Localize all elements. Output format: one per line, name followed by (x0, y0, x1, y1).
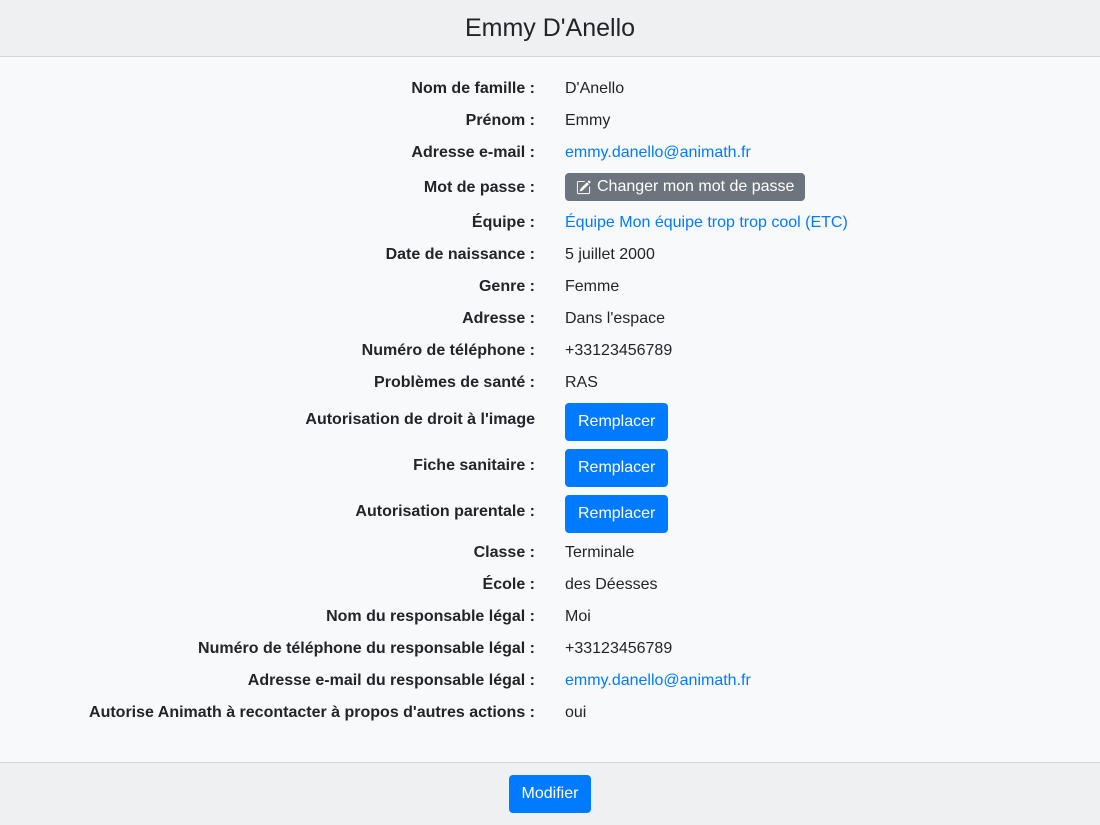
field-value-date-de-naissance: 5 juillet 2000 (565, 245, 655, 263)
field-value-cell-autorise-recontact (565, 701, 1080, 725)
field-label-genre: Genre : (478, 277, 535, 295)
field-value-cell-adresse (565, 307, 1080, 331)
field-label-date-de-naissance: Date de naissance : (385, 245, 535, 263)
profile-row-numero-de-telephone (20, 339, 1080, 363)
field-value-genre: Femme (565, 277, 620, 295)
field-value-cell-prenom (565, 109, 1080, 133)
field-label-fiche-sanitaire: Fiche sanitaire : (413, 456, 535, 474)
field-value-cell-mot-de-passe (565, 173, 1080, 203)
field-value-prenom: Emmy (565, 112, 611, 129)
field-label-prenom: Prénom : (465, 112, 535, 129)
field-value-cell-adresse-email-responsable-legal (565, 669, 1080, 693)
field-label-adresse-email-responsable-legal: Adresse e-mail du responsable légal : (247, 671, 535, 689)
field-value-cell-adresse-email (565, 141, 1080, 165)
field-value-nom-de-famille: D'Anello (565, 80, 625, 97)
field-value-cell-classe (565, 541, 1080, 565)
profile-row-adresse-email-responsable-legal (20, 669, 1080, 693)
replace-button-autorisation-droit-image[interactable]: Remplacer (565, 403, 668, 441)
profile-row-fiche-sanitaire (20, 449, 1080, 487)
profile-row-numero-telephone-responsable-legal (20, 637, 1080, 661)
field-value-cell-problemes-de-sante (565, 371, 1080, 395)
field-link-equipe[interactable]: Équipe Mon équipe trop trop cool (ETC) (565, 213, 848, 231)
field-value-adresse: Dans l'espace (565, 309, 665, 327)
field-value-cell-ecole (565, 573, 1080, 597)
change-password-button-label: Changer mon mot de passe (597, 178, 795, 195)
field-label-adresse: Adresse : (462, 309, 535, 327)
profile-row-autorise-recontact (20, 701, 1080, 725)
field-label-nom-de-famille: Nom de famille : (411, 80, 535, 97)
card-footer (0, 762, 1100, 825)
field-value-cell-genre (565, 275, 1080, 299)
field-value-cell-numero-de-telephone (565, 339, 1080, 363)
field-link-adresse-email-responsable-legal[interactable]: emmy.danello@animath.fr (565, 671, 751, 689)
field-value-numero-telephone-responsable-legal: +33123456789 (565, 639, 673, 657)
profile-row-genre (20, 275, 1080, 299)
profile-row-mot-de-passe (20, 173, 1080, 203)
profile-row-ecole (20, 573, 1080, 597)
field-value-classe: Terminale (565, 543, 635, 561)
field-label-autorisation-droit-image: Autorisation de droit à l'image (305, 410, 535, 428)
card-header (0, 0, 1100, 57)
replace-button-autorisation-parentale[interactable]: Remplacer (565, 495, 668, 533)
field-value-cell-fiche-sanitaire (565, 449, 1080, 487)
profile-row-classe (20, 541, 1080, 565)
field-value-cell-nom-de-famille (565, 77, 1080, 101)
field-label-adresse-email: Adresse e-mail : (411, 144, 535, 161)
replace-button-fiche-sanitaire[interactable]: Remplacer (565, 449, 668, 487)
profile-row-prenom (20, 109, 1080, 133)
profile-row-equipe (20, 211, 1080, 235)
profile-row-problemes-de-sante (20, 371, 1080, 395)
field-label-equipe: Équipe : (471, 213, 535, 231)
field-label-ecole: École : (482, 575, 535, 593)
field-label-classe: Classe : (473, 543, 535, 561)
profile-details (0, 57, 1100, 762)
field-value-cell-numero-telephone-responsable-legal (565, 637, 1080, 661)
field-value-cell-nom-responsable-legal (565, 605, 1080, 629)
profile-row-nom-de-famille (20, 77, 1080, 101)
field-value-ecole: des Déesses (565, 575, 658, 593)
field-label-autorisation-parentale: Autorisation parentale : (355, 502, 535, 520)
profile-row-autorisation-droit-image (20, 403, 1080, 441)
field-label-nom-responsable-legal: Nom du responsable légal : (326, 607, 535, 625)
field-label-numero-telephone-responsable-legal: Numéro de téléphone du responsable légal : (198, 639, 535, 657)
field-value-nom-responsable-legal: Moi (565, 607, 591, 625)
field-value-autorise-recontact: oui (565, 703, 587, 721)
field-label-problemes-de-sante: Problèmes de santé : (374, 373, 535, 391)
profile-row-adresse-email (20, 141, 1080, 165)
pencil-square-icon (576, 180, 591, 195)
field-label-autorise-recontact: Autorise Animath à recontacter à propos d'autres actions : (89, 703, 535, 721)
field-link-adresse-email[interactable]: emmy.danello@animath.fr (565, 144, 751, 161)
page-title: Emmy D'Anello (464, 14, 636, 42)
change-password-button[interactable] (565, 173, 805, 201)
field-value-cell-autorisation-parentale (565, 495, 1080, 533)
profile-row-adresse (20, 307, 1080, 331)
field-value-problemes-de-sante: RAS (565, 373, 598, 391)
field-value-numero-de-telephone: +33123456789 (565, 341, 673, 359)
profile-row-autorisation-parentale (20, 495, 1080, 533)
profile-row-nom-responsable-legal (20, 605, 1080, 629)
field-label-mot-de-passe: Mot de passe : (423, 178, 535, 196)
field-value-cell-equipe (565, 211, 1080, 235)
field-value-cell-autorisation-droit-image (565, 403, 1080, 441)
field-label-numero-de-telephone: Numéro de téléphone : (361, 341, 535, 359)
modifier-button[interactable]: Modifier (509, 775, 592, 813)
profile-row-date-de-naissance (20, 243, 1080, 267)
field-value-cell-date-de-naissance (565, 243, 1080, 267)
